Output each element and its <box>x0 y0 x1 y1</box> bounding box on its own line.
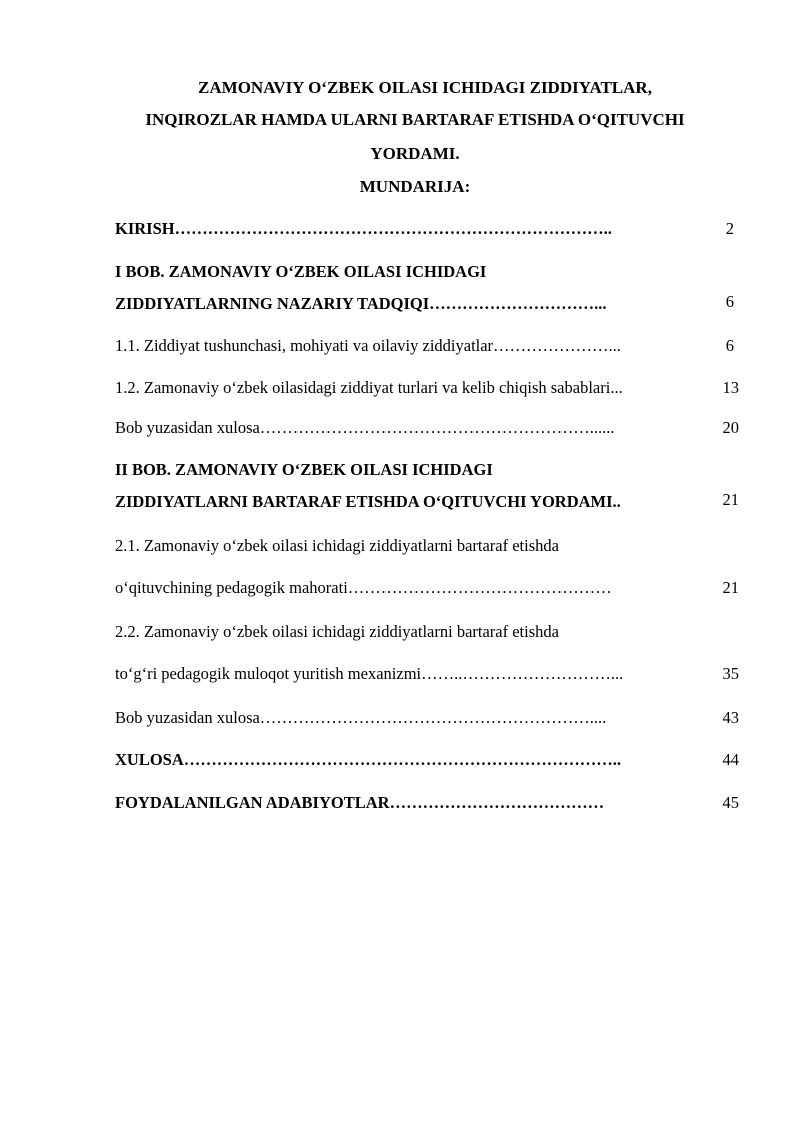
toc-page-1-1: 6 <box>725 336 734 355</box>
toc-entry-2-2-line2: to‘g‘ri pedagogik muloqot yuritish mexanizmi……..………………………... <box>115 664 624 683</box>
toc-entry-bob1-line2: ZIDDIYATLARNING NAZARIY TADQIQI…………………………... <box>115 294 607 313</box>
toc-entry-kirish: KIRISH…………………………………………………………………….. <box>115 219 612 238</box>
toc-entry-1-1: 1.1. Ziddiyat tushunchasi, mohiyati va oilaviy ziddiyatlar…………………... <box>115 336 621 355</box>
toc-page-1-2: 13 <box>722 378 739 397</box>
toc-entry-bob2-line1: II BOB. ZAMONAVIY O‘ZBEK OILASI ICHIDAGI <box>115 460 493 479</box>
toc-entry-xulosa: XULOSA…………………………………………………………………….. <box>115 750 622 769</box>
toc-page-adabiyotlar: 45 <box>722 793 739 812</box>
toc-page-xulosa-bob2: 43 <box>722 708 739 727</box>
toc-page-bob1: 6 <box>725 292 734 311</box>
toc-page-2-1: 21 <box>722 578 739 597</box>
toc-page-xulosa: 44 <box>722 750 739 769</box>
toc-entry-1-2: 1.2. Zamonaviy o‘zbek oilasidagi ziddiyat turlari va kelib chiqish sabablari... <box>115 378 623 397</box>
document-title-line-1: ZAMONAVIY O‘ZBEK OILASI ICHIDAGI ZIDDIYATLAR, <box>198 78 652 97</box>
toc-entry-adabiyotlar: FOYDALANILGAN ADABIYOTLAR………………………………… <box>115 793 605 812</box>
toc-entry-2-1-line1: 2.1. Zamonaviy o‘zbek oilasi ichidagi ziddiyatlarni bartaraf etishda <box>115 536 559 555</box>
toc-entry-xulosa-bob2: Bob yuzasidan xulosa…………………………………………………….... <box>115 708 607 727</box>
toc-page-bob2: 21 <box>722 490 739 509</box>
toc-page-2-2: 35 <box>722 664 739 683</box>
document-title-line-3: YORDAMI. <box>370 144 460 163</box>
toc-entry-bob1-line1: I BOB. ZAMONAVIY O‘ZBEK OILASI ICHIDAGI <box>115 262 487 281</box>
toc-page-kirish: 2 <box>725 219 734 238</box>
toc-page-xulosa-bob1: 20 <box>722 418 739 437</box>
document-title-line-2: INQIROZLAR HAMDA ULARNI BARTARAF ETISHDA O‘QITUVCHI <box>145 110 685 129</box>
toc-entry-2-2-line1: 2.2. Zamonaviy o‘zbek oilasi ichidagi ziddiyatlarni bartaraf etishda <box>115 622 559 641</box>
toc-entry-xulosa-bob1: Bob yuzasidan xulosa……………………………………………………...... <box>115 418 615 437</box>
toc-entry-bob2-line2: ZIDDIYATLARNI BARTARAF ETISHDA O‘QITUVCHI YORDAMI.. <box>115 492 621 511</box>
toc-heading: MUNDARIJA: <box>359 177 471 196</box>
toc-entry-2-1-line2: o‘qituvchining pedagogik mahorati………………………………………… <box>115 578 612 597</box>
